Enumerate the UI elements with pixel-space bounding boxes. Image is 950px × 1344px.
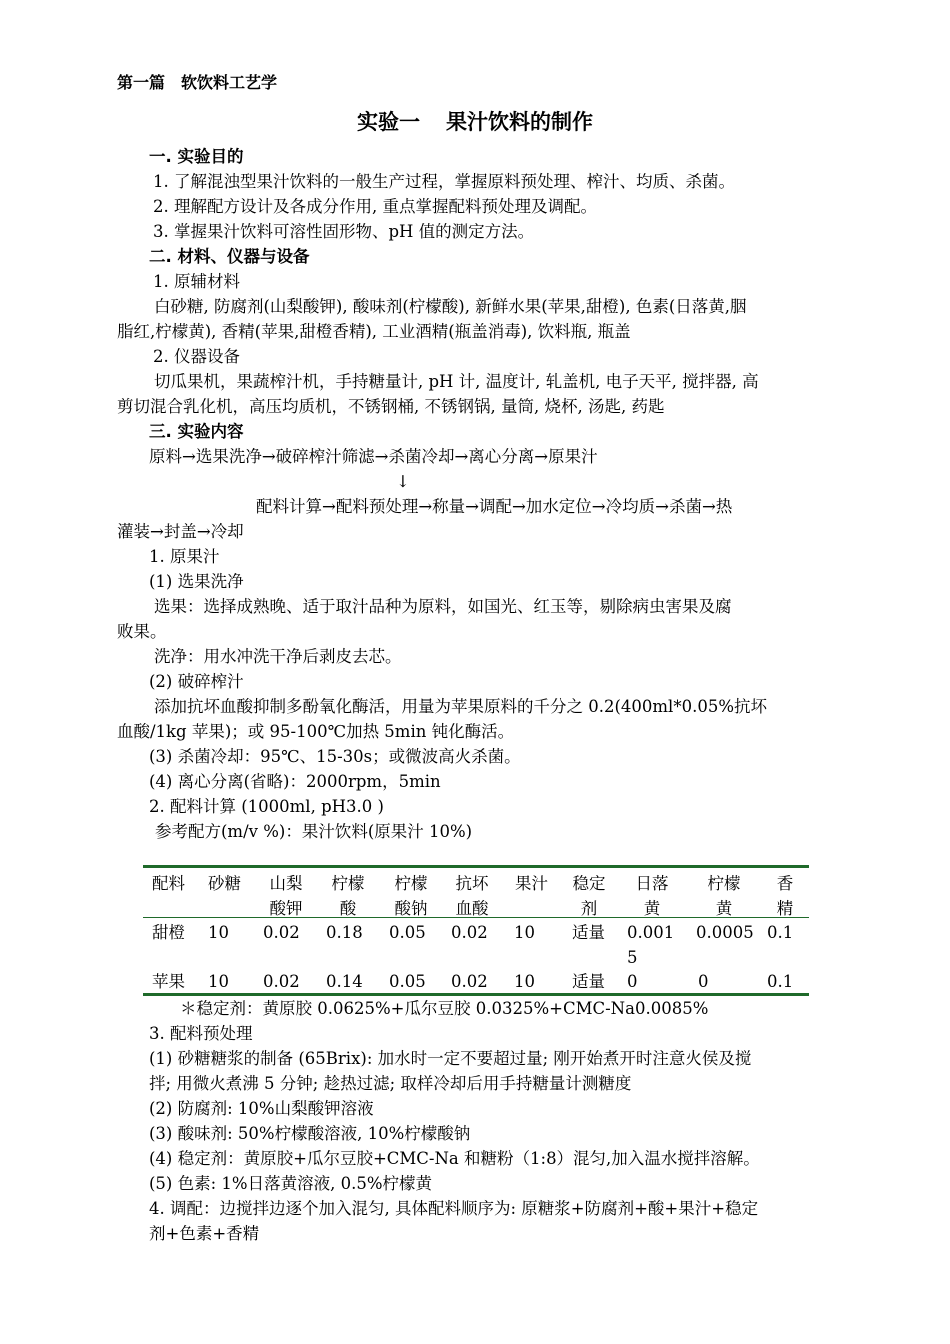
table-header-cell: 抗坏 血酸 (455, 874, 489, 918)
table-cell: 10 (208, 972, 229, 991)
objective-item-3: 3. 掌握果汁饮料可溶性固形物、pH 值的测定方法。 (153, 222, 535, 241)
equipment-line-2: 剪切混合乳化机，高压均质机，不锈钢桶, 不锈钢锅, 量筒, 烧杯, 汤匙, 药匙 (117, 397, 665, 416)
table-cell: 苹果 (152, 972, 185, 991)
step-1-heading: (1) 选果洗净 (149, 572, 244, 591)
process-flow-line-3: 灌装→封盖→冷却 (117, 522, 244, 541)
table-cell: 0.02 (451, 923, 488, 942)
table-cell: 10 (514, 923, 535, 942)
table-cell: 0.0005 (696, 923, 754, 942)
flow-down-arrow-icon: ↓ (396, 472, 410, 491)
table-cell: 适量 (572, 972, 605, 991)
table-header-cell: 果汁 (515, 874, 548, 893)
syrup-line-2: 拌; 用微火煮沸 5 分钟; 趁热过滤; 取样冷却后用手持糖量计测糖度 (149, 1074, 632, 1093)
table-cell: 0.1 (767, 923, 794, 942)
syrup-line-1: (1) 砂糖糖浆的制备 (65Brix): 加水时一定不要超过量; 刚开始煮开时注意火侯及搅 (149, 1049, 752, 1068)
part-title: 第一篇 软饮料工艺学 (117, 73, 278, 92)
table-cell: 适量 (572, 923, 605, 942)
table-cell: 0.001 5 (627, 923, 675, 967)
reference-formula-line: 参考配方(m/v %)：果汁饮料(原果汁 10%) (155, 822, 473, 841)
experiment-name: 果汁饮料的制作 (446, 110, 593, 134)
raw-juice-heading: 1. 原果汁 (149, 547, 220, 566)
formula-calc-heading: 2. 配料计算 (1000ml, pH3.0 ) (149, 797, 384, 816)
stabilizer-line: (4) 稳定剂：黄原胶+瓜尔豆胶+CMC-Na 和糖粉（1:8）混匀,加入温水搅拌溶解。 (149, 1149, 760, 1168)
table-footnote: ＊稳定剂：黄原胶 0.0625%+瓜尔豆胶 0.0325%+CMC-Na0.0085% (180, 999, 709, 1018)
table-cell: 0 (698, 972, 709, 991)
objective-item-2: 2. 理解配方设计及各成分作用, 重点掌握配料预处理及调配。 (153, 197, 597, 216)
table-cell: 0.02 (451, 972, 488, 991)
section-heading-materials: 二. 材料、仪器与设备 (149, 247, 310, 266)
table-header-cell: 砂糖 (208, 874, 241, 893)
step-4-line: (4) 离心分离(省略)：2000rpm，5min (149, 772, 441, 791)
table-cell: 0.02 (263, 923, 300, 942)
section-heading-objectives: 一. 实验目的 (149, 147, 244, 166)
fruit-selection-line-2: 败果。 (117, 622, 167, 641)
formula-table (143, 865, 809, 995)
step-2-heading: (2) 破碎榨汁 (149, 672, 244, 691)
table-cell: 0.14 (326, 972, 363, 991)
table-cell: 0 (627, 972, 638, 991)
table-cell: 10 (208, 923, 229, 942)
step-3-line: (3) 杀菌冷却：95℃、15-30s；或微波高火杀菌。 (149, 747, 521, 766)
table-header-cell: 山梨 酸钾 (269, 874, 303, 918)
table-header-cell: 柠檬 酸 (331, 874, 365, 918)
table-header-cell: 柠檬 酸钠 (394, 874, 428, 918)
materials-line-2: 脂红,柠檬黄), 香精(苹果,甜橙香精), 工业酒精(瓶盖消毒), 饮料瓶, 瓶盖 (117, 322, 631, 341)
table-header-cell: 配料 (152, 874, 185, 893)
section-heading-content: 三. 实验内容 (149, 422, 244, 441)
table-cell: 10 (514, 972, 535, 991)
crushing-line-2: 血酸/1kg 苹果)；或 95-100℃加热 5min 钝化酶活。 (117, 722, 515, 741)
fruit-selection-line-1: 选果：选择成熟晚、适于取汁品种为原料，如国光、红玉等，剔除病虫害果及腐 (154, 597, 732, 616)
preservative-line: (2) 防腐剂: 10%山梨酸钾溶液 (149, 1099, 374, 1118)
table-top-rule (143, 865, 809, 868)
washing-line: 洗净：用水冲洗干净后剥皮去芯。 (154, 647, 402, 666)
table-cell: 甜橙 (152, 923, 185, 942)
blending-line-1: 4. 调配：边搅拌边逐个加入混匀, 具体配料顺序为: 原糖浆+防腐剂+酸+果汁+稳定 (149, 1199, 759, 1218)
process-flow-line-2: 配料计算→配料预处理→称量→调配→加水定位→冷均质→杀菌→热 (256, 497, 733, 516)
materials-line-1: 白砂糖, 防腐剂(山梨酸钾), 酸味剂(柠檬酸), 新鲜水果(苹果,甜橙), 色素(日落黄,胭 (154, 297, 747, 316)
table-cell: 0.05 (389, 923, 426, 942)
materials-subheading: 1. 原辅材料 (153, 272, 240, 291)
table-header-cell: 香 精 (776, 874, 794, 918)
objective-item-1: 1. 了解混浊型果汁饮料的一般生产过程，掌握原料预处理、榨汁、均质、杀菌。 (153, 172, 735, 191)
equipment-subheading: 2. 仪器设备 (153, 347, 240, 366)
blending-line-2: 剂+色素+香精 (149, 1224, 260, 1243)
process-flow-line-1: 原料→选果洗净→破碎榨汁筛滤→杀菌冷却→离心分离→原果汁 (149, 447, 598, 466)
pretreatment-heading: 3. 配料预处理 (149, 1024, 253, 1043)
table-header-cell: 稳定 剂 (572, 874, 606, 918)
table-header-cell: 日落 黄 (635, 874, 669, 918)
page-title (0, 108, 950, 136)
table-cell: 0.02 (263, 972, 300, 991)
crushing-line-1: 添加抗坏血酸抑制多酚氧化酶活，用量为苹果原料的千分之 0.2(400ml*0.05%抗坏 (154, 697, 768, 716)
equipment-line-1: 切瓜果机，果蔬榨汁机，手持糖量计, pH 计, 温度计, 轧盖机, 电子天平, 搅拌器, 高 (154, 372, 759, 391)
table-cell: 0.18 (326, 923, 363, 942)
colorant-line: (5) 色素: 1%日落黄溶液, 0.5%柠檬黄 (149, 1174, 433, 1193)
table-cell: 0.05 (389, 972, 426, 991)
acidulant-line: (3) 酸味剂: 50%柠檬酸溶液, 10%柠檬酸钠 (149, 1124, 471, 1143)
experiment-number: 实验一 (357, 110, 420, 134)
table-cell: 0.1 (767, 972, 794, 991)
table-header-cell: 柠檬 黄 (707, 874, 741, 918)
